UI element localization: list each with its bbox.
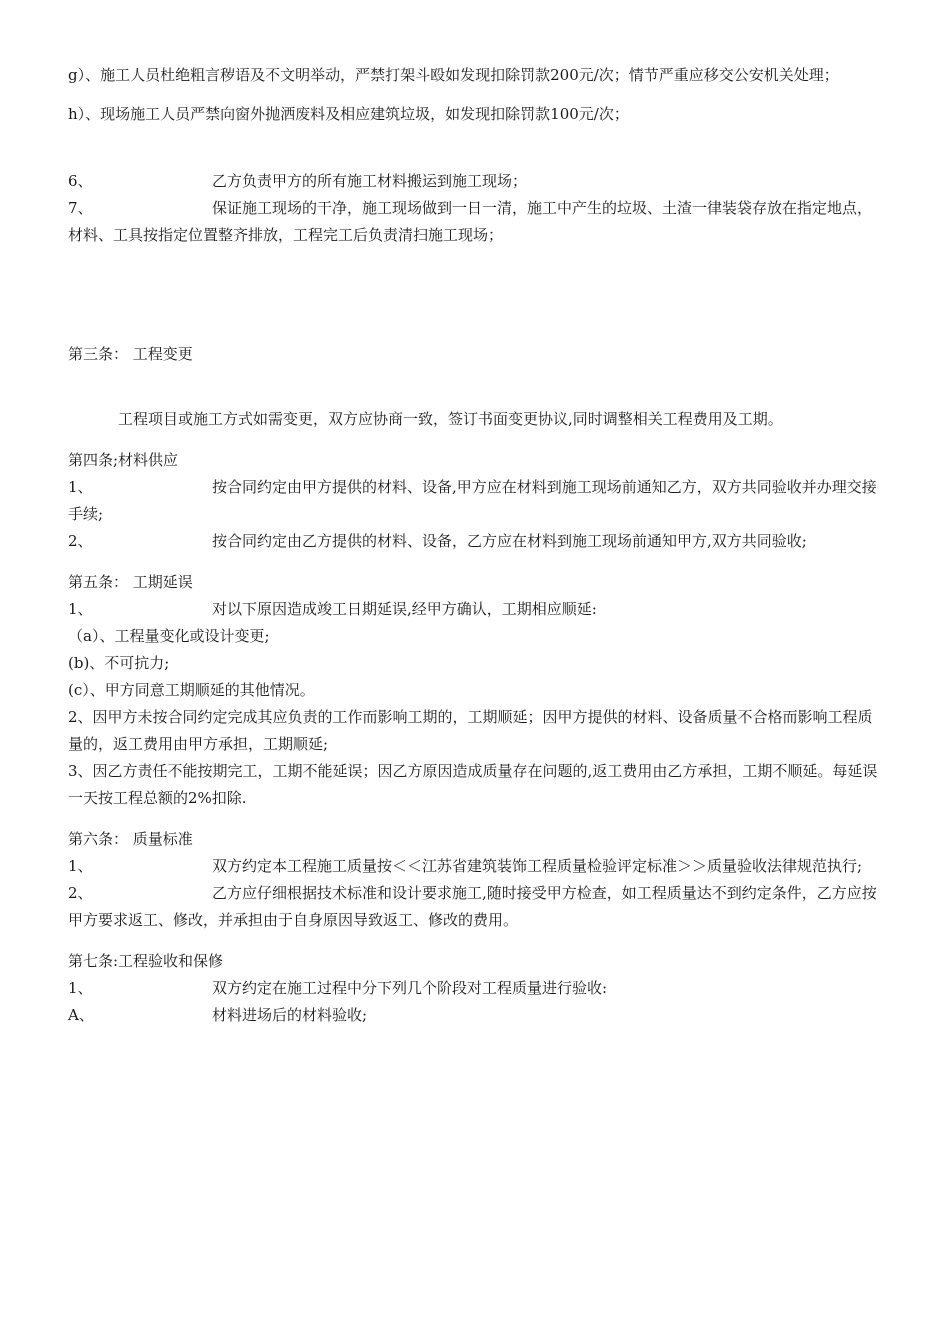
article-3-heading: 第三条： 工程变更 bbox=[68, 345, 193, 363]
clause-g: g）、施工人员杜绝粗言秽语及不文明举动，严禁打架斗殴如发现扣除罚款200元/次；情节严重应移交公安机关处理； bbox=[68, 66, 839, 84]
article-7-item-1-text: 双方约定在施工过程中分下列几个阶段对工程质量进行验收: bbox=[212, 979, 608, 997]
item-6 bbox=[68, 168, 878, 195]
article-5-item-1 bbox=[68, 596, 878, 623]
article-6-heading: 第六条： 质量标准 bbox=[68, 830, 193, 848]
article-7-item-1 bbox=[68, 975, 878, 1002]
article-4-item-1 bbox=[68, 474, 878, 528]
article-4-heading: 第四条;材料供应 bbox=[68, 451, 179, 469]
article-7-item-a-text: 材料进场后的材料验收; bbox=[212, 1006, 368, 1024]
article-7-item-a-number: A、 bbox=[68, 1006, 94, 1024]
article-5-heading: 第五条： 工期延误 bbox=[68, 573, 193, 591]
article-4-item-2-number: 2、 bbox=[68, 532, 93, 550]
clause-h: h）、现场施工人员严禁向窗外抛洒废料及相应建筑垃圾，如发现扣除罚款100元/次； bbox=[68, 105, 629, 123]
article-5-item-1-text: 对以下原因造成竣工日期延误,经甲方确认，工期相应顺延: bbox=[212, 600, 597, 618]
article-7-heading: 第七条:工程验收和保修 bbox=[68, 952, 224, 970]
item-7-text: 保证施工现场的干净，施工现场做到一日一清，施工中产生的垃圾、土渣一律装袋存放在指定地点，材料、工具按指定位置整齐排放，工程完工后负责清扫施工现场； bbox=[68, 199, 873, 244]
article-6-item-2-number: 2、 bbox=[68, 884, 93, 902]
article-5-item-3: 3、因乙方责任不能按期完工，工期不能延误；因乙方原因造成质量存在问题的,返工费用由乙方承担，工期不顺延。每延误一天按工程总额的2%扣除. bbox=[68, 762, 878, 807]
article-7-item-a bbox=[68, 1002, 878, 1029]
item-6-number: 6、 bbox=[68, 172, 93, 190]
article-6-item-1-number: 1、 bbox=[68, 857, 93, 875]
article-5-item-1-number: 1、 bbox=[68, 600, 93, 618]
article-5-sub-c: (c）、甲方同意工期顺延的其他情况。 bbox=[68, 681, 315, 699]
article-6-item-2 bbox=[68, 880, 878, 934]
article-6-item-1 bbox=[68, 853, 878, 880]
article-3-body: 工程项目或施工方式如需变更，双方应协商一致，签订书面变更协议,同时调整相关工程费用及工期。 bbox=[118, 410, 783, 428]
article-5-item-2: 2、因甲方未按合同约定完成其应负责的工作而影响工期的，工期顺延；因甲方提供的材料、设备质量不合格而影响工程质量的，返工费用由甲方承担，工期顺延; bbox=[68, 708, 873, 753]
item-7 bbox=[68, 195, 878, 249]
article-4-item-2 bbox=[68, 528, 878, 555]
article-6-item-1-text: 双方约定本工程施工质量按＜＜江苏省建筑装饰工程质量检验评定标准＞＞质量验收法律规范执行; bbox=[212, 857, 863, 875]
article-7-item-1-number: 1、 bbox=[68, 979, 93, 997]
article-6-item-2-text: 乙方应仔细根据技术标准和设计要求施工,随时接受甲方检查，如工程质量达不到约定条件，乙方应按甲方要求返工、修改，并承担由于自身原因导致返工、修改的费用。 bbox=[68, 884, 877, 929]
article-4-item-1-text: 按合同约定由甲方提供的材料、设备,甲方应在材料到施工现场前通知乙方，双方共同验收并办理交接手续; bbox=[68, 478, 877, 523]
article-5-sub-b: (b)、不可抗力; bbox=[68, 654, 170, 672]
item-7-number: 7、 bbox=[68, 199, 93, 217]
document-page bbox=[68, 62, 878, 1029]
article-5-sub-a: （a）、工程量变化或设计变更; bbox=[68, 627, 270, 645]
article-4-item-2-text: 按合同约定由乙方提供的材料、设备，乙方应在材料到施工现场前通知甲方,双方共同验收; bbox=[212, 532, 807, 550]
article-4-item-1-number: 1、 bbox=[68, 478, 93, 496]
item-6-text: 乙方负责甲方的所有施工材料搬运到施工现场； bbox=[212, 172, 528, 190]
